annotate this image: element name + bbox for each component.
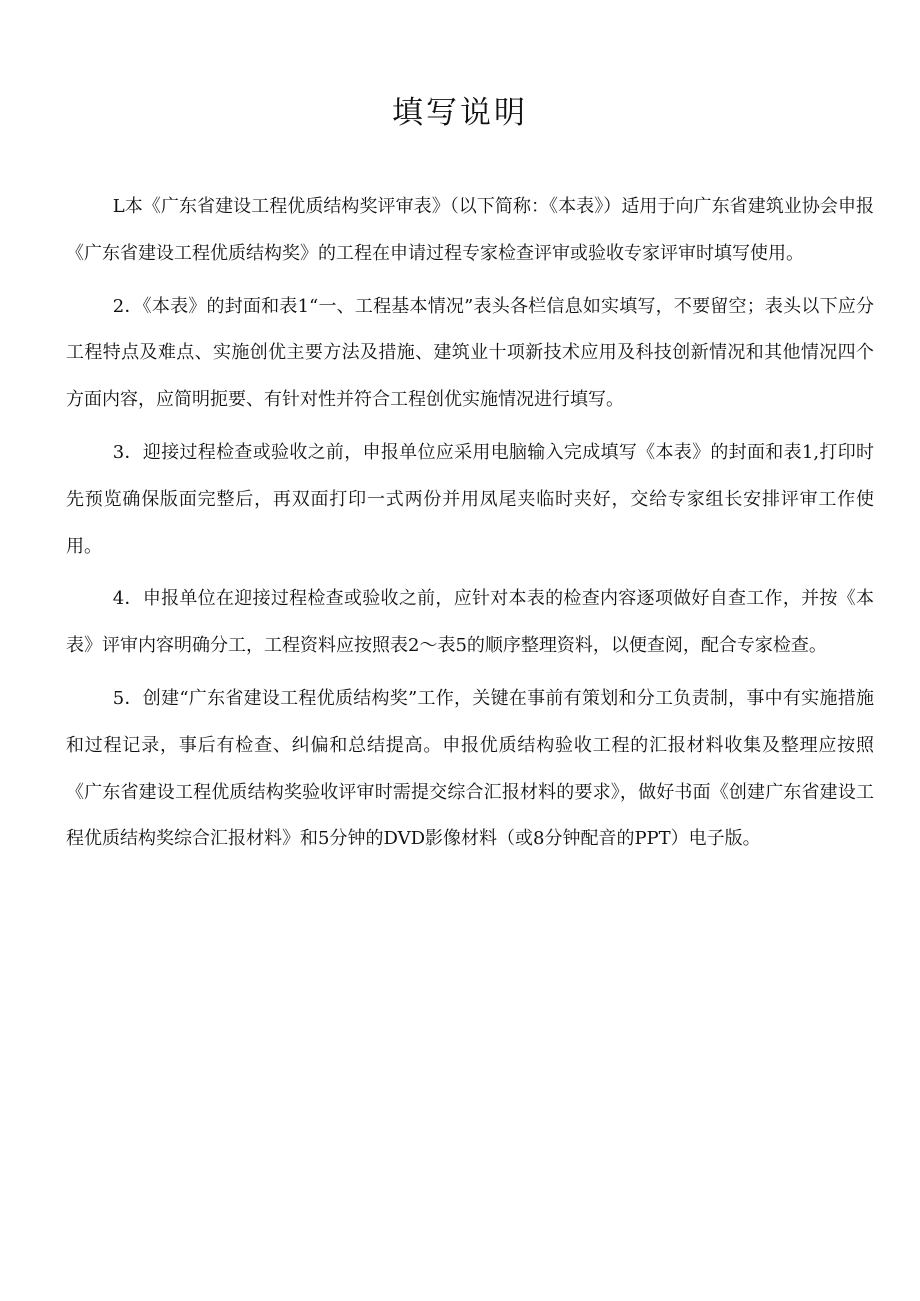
instruction-paragraph-3: 3．迎接过程检查或验收之前，申报单位应采用电脑输入完成填写《本表》的封面和表1,打印时先预览确保版面完整后，再双面打印一式两份并用凤尾夹临时夹好，交给专家组长安排评审工作使用。 bbox=[66, 441, 874, 557]
instruction-paragraph-1: L本《广东省建设工程优质结构奖评审表》（以下简称：《本表》）适用于向广东省建筑业协会申报《广东省建设工程优质结构奖》的工程在申请过程专家检查评审或验收专家评审时填写使用。 bbox=[66, 196, 874, 264]
instruction-paragraph-5: 5．创建“广东省建设工程优质结构奖”工作，关键在事前有策划和分工负责制，事中有实施措施和过程记录，事后有检查、纠偏和总结提高。申报优质结构验收工程的汇报材料收集及整理应按照《广东省建设工程优质结构奖验收评审时需提交综合汇报材料的要求》，做好书面《创建广东省建设工程优质结构奖综合汇报材料》和5分钟的DVD影像材料（或8分钟配音的PPT）电子版。 bbox=[66, 687, 874, 850]
instruction-paragraph-2: 2．《本表》的封面和表1“一、工程基本情况”表头各栏信息如实填写，不要留空；表头以下应分工程特点及难点、实施创优主要方法及措施、建筑业十项新技术应用及科技创新情况和其他情况四个方面内容，应简明扼要、有针对性并符合工程创优实施情况进行填写。 bbox=[66, 295, 874, 411]
instruction-paragraph-4: 4．申报单位在迎接过程检查或验收之前，应针对本表的检查内容逐项做好自查工作，并按《本表》评审内容明确分工，工程资料应按照表2～表5的顺序整理资料，以便查阅，配合专家检查。 bbox=[66, 588, 874, 657]
instructions-body bbox=[66, 184, 874, 869]
page-title: 填写说明 bbox=[392, 95, 528, 131]
